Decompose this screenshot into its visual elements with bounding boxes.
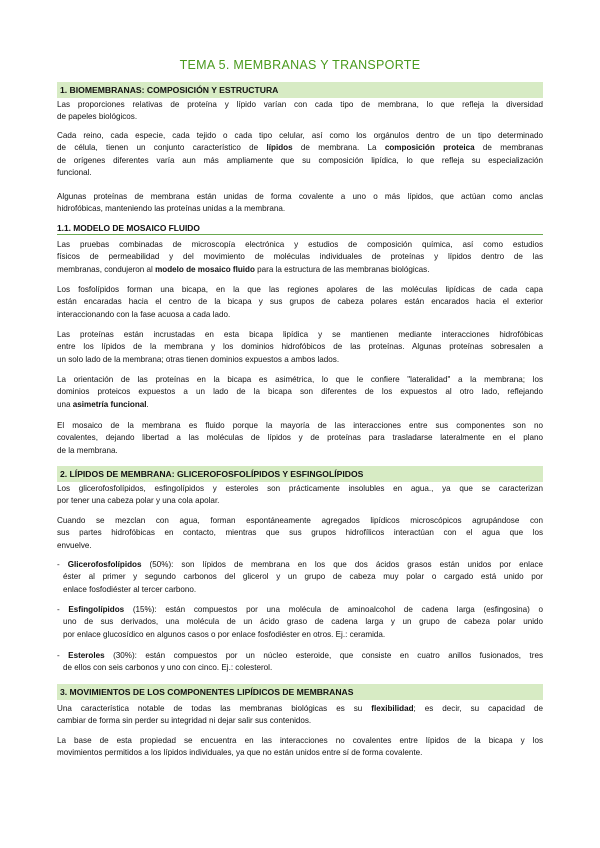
bold-term: composición proteica [384, 143, 475, 153]
text-run: de célula, tienen un conjunto característico de [57, 143, 267, 153]
text-line: un solo lado de la membrana; otras tienen dominios expuestos a ambos lados. [57, 354, 340, 364]
text-line: covalentes, dejando libertad a las moléculas de lípidos y de proteínas para trasladarse lateralmente en el plano [57, 433, 543, 443]
text-run: (15%): están compuestos por una molécula de aminoalcohol de cadena larga (esfingosina) o [124, 605, 543, 614]
text-line: Las pruebas combinadas de microscopía electrónica y estudios de composición química, así como estudios [57, 240, 543, 249]
text-run: (50%): son lípidos de membrana en los que dos ácidos grasos están unidos por enlace [141, 560, 543, 569]
section-heading-movimientos: 3. MOVIMIENTOS DE LOS COMPONENTES LIPÍDICOS DE MEMBRANAS [57, 684, 543, 700]
text-line: de ellos con seis carbonos y uno con cinco. Ej.: colesterol. [63, 663, 273, 673]
text-line: Cada reino, cada especie, cada tejido o cada tipo celular, así como los orgánulos dentro de un tipo determinado [57, 131, 543, 140]
text-run: una [57, 399, 73, 409]
text-line: - Esfingolípidos (15%): están compuestos por una molécula de aminoalcohol de cadena larga (esfingosina) o [57, 605, 543, 614]
text-line: Cuando se mezclan con agua, forman espontáneamente agregados lipídicos microscópicos agrupándose con [57, 516, 543, 525]
paragraph [57, 703, 543, 728]
paragraph [57, 735, 543, 760]
text-run: de membrana. La [292, 143, 385, 153]
text-line: de la membrana. [57, 445, 118, 455]
paragraph [57, 420, 543, 457]
text-line: uno de sus derivados, una molécula de un ácido graso de cadena larga y un grupo de cabeza polar unido [63, 617, 543, 627]
list-item-esfingolipidos [57, 604, 543, 641]
subsection-heading-mosaico-fluido: 1.1. MODELO DE MOSAICO FLUIDO [57, 222, 543, 235]
text-line: Los fosfolípidos forman una bicapa, en la que las regiones apolares de las moléculas lipídicas de cada capa [57, 285, 543, 294]
text-line: por tener una cabeza polar y una cola apolar. [57, 496, 220, 506]
text-line: por enlace glucosídico en algunos casos o por enlace fosfodiéster en otros. Ej.: ceramida. [63, 629, 386, 639]
bold-term: asimetría funcional [72, 399, 147, 409]
text-line [57, 264, 543, 276]
text-line [57, 142, 543, 154]
bold-term: modelo de mosaico fluido [155, 264, 255, 274]
text-line: interaccionando con la fase acuosa a cada lado. [57, 309, 231, 319]
page-title: TEMA 5. MEMBRANAS Y TRANSPORTE [179, 58, 421, 72]
text-line: El mosaico de la membrana es fluido porque la mayoría de las interacciones entre sus componentes son no [57, 421, 543, 430]
text-line: Algunas proteínas de membrana están unidas de forma covalente a uno o más lípidos, que actúan como anclas [57, 192, 543, 201]
paragraph [57, 239, 543, 276]
paragraph [57, 329, 543, 366]
paragraph [57, 99, 543, 124]
paragraph [57, 483, 543, 508]
text-line: éster al primer y segundo carbonos del glicerol y un grupo de cabeza muy polar o cargado está unido por [63, 572, 543, 582]
bold-term: Esfingolípidos [68, 605, 125, 614]
section-heading-lipidos: 2. LÍPIDOS DE MEMBRANA: GLICEROFOSFOLÍPIDOS Y ESFINGOLÍPIDOS [57, 466, 543, 482]
paragraph [57, 130, 543, 179]
text-line [57, 703, 543, 715]
text-run: Una característica notable de todas las membranas biológicas es su [57, 704, 372, 713]
text-line: sus partes hidrofóbicas en contacto, mientras que sus grupos hidrofílicos interactúan con el agua que los [57, 528, 543, 538]
text-line: físicos de permeabilidad y del movimiento de moléculas individuales de proteínas y lípidos dentro de las [57, 252, 543, 262]
bold-term: flexibilidad [371, 704, 414, 713]
bold-term: lípidos [266, 143, 293, 153]
text-line: movimientos permitidos a los lípidos individuales, ya que no están unidos entre sí de forma covalente. [57, 748, 423, 758]
text-line: están encaradas hacia el centro de la bicapa y sus grupos de cabeza polares están encarados hacia el exterior [57, 297, 543, 307]
text-run: membranas, condujeron al [57, 264, 156, 274]
bold-term: Esteroles [68, 651, 105, 660]
text-line: Los glicerofosfolípidos, esfingolípidos y esteroles son prácticamente insolubles en agua., ya que se caracterizan [57, 484, 543, 493]
text-line: enlace fosfodiéster al tercer carbono. [63, 584, 197, 594]
text-line [57, 399, 543, 411]
text-line: funcional. [57, 167, 92, 177]
text-line: cambiar de forma sin perder su integridad ni dejar salir sus contenidos. [57, 716, 312, 726]
list-item-glicerofosfolipidos [57, 559, 543, 596]
text-run: . [146, 399, 149, 409]
text-line: hidrofóbicas, manteniendo las proteínas unidas a la membrana. [57, 204, 286, 214]
text-line: La orientación de las proteínas en la bicapa es asimétrica, lo que le confiere "lateralidad" a la membrana; los [57, 375, 543, 384]
text-run: (30%): están compuestos por un núcleo esteroide, que consiste en cuatro anillos fusionados, tres [104, 651, 543, 660]
text-run: de membranas [474, 143, 543, 153]
paragraph [57, 284, 543, 321]
text-line: de papeles biológicos. [57, 112, 138, 122]
text-line: La base de esta propiedad se encuentra en las interacciones no covalentes entre lípidos de la bicapa y los [57, 736, 543, 745]
list-item-esteroles [57, 650, 543, 675]
text-run: ; es decir, su capacidad de [413, 704, 543, 713]
text-line: entre los lípidos de la membrana y los dominios hidrofóbicos de las proteínas. Algunas proteínas sobresalen a [57, 342, 543, 352]
paragraph [57, 515, 543, 552]
text-line: dominios proteicos expuestos a un lado de la bicapa son diferentes de los expuestos al otro lado, reflejando [57, 387, 543, 397]
text-line: - Esteroles (30%): están compuestos por un núcleo esteroide, que consiste en cuatro anillos fusionados, tres [57, 651, 543, 660]
section-heading-biomembranas: 1. BIOMEMBRANAS: COMPOSICIÓN Y ESTRUCTURA [57, 82, 543, 98]
bold-term: Glicerofosfolípidos [67, 560, 142, 569]
text-line: - Glicerofosfolípidos (50%): son lípidos de membrana en los que dos ácidos grasos están unidos por enlace [57, 560, 543, 569]
text-line: Las proteínas están incrustadas en esta bicapa lipídica y se mantienen mediante interacciones hidrofóbicas [57, 330, 543, 339]
text-line: de orígenes diferentes varía aun más ampliamente que su composición lipídica, lo que refleja su especialización [57, 155, 543, 165]
paragraph [57, 191, 543, 216]
text-line: envuelve. [57, 540, 92, 550]
paragraph [57, 374, 543, 411]
text-run: para la estructura de las membranas biológicas. [254, 264, 430, 274]
text-line: Las proporciones relativas de proteína y lípido varían con cada tipo de membrana, lo que refleja la diversidad [57, 100, 543, 109]
